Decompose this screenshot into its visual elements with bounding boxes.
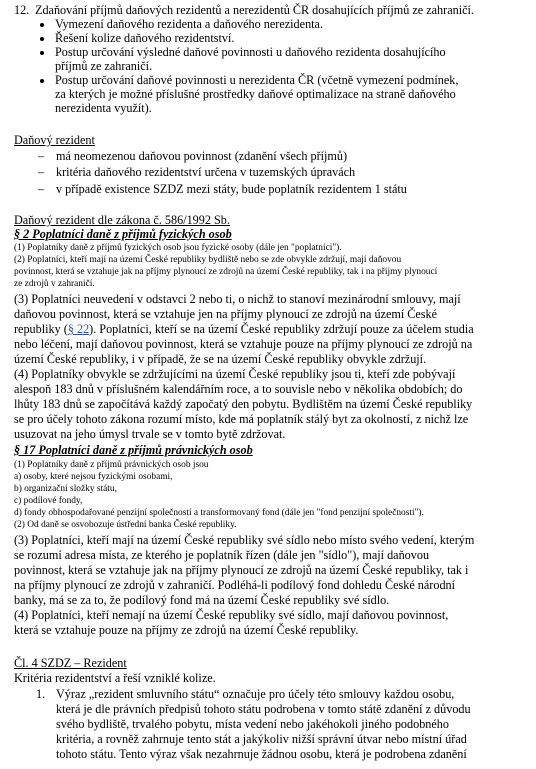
bullet-dot: [40, 51, 44, 55]
list-item: má neomezenou daňovou povinnost (zdanění všech příjmů): [56, 149, 348, 163]
small-text-line: ze zdrojů v zahraničí.: [14, 279, 95, 289]
text-line: daňovou povinnost, která se vztahuje jen na příjmy plynoucí ze zdrojů na území České: [14, 307, 438, 321]
dash-marker: –: [38, 149, 45, 163]
text-line: svého bydliště, trvalého pobytu, místa vedení nebo jakéhokoli jiného podobného: [56, 717, 449, 731]
text-line: nebo léčení, mají daňovou povinnost, která se vztahuje pouze na příjmy plynoucí ze zdrojů na: [14, 337, 473, 351]
bullet-dot: [40, 23, 44, 27]
bullet-dot: [40, 37, 44, 41]
bullet-text: Postup určování výsledné daňové povinnosti u daňového rezidenta dosahujícího: [55, 45, 446, 59]
text-line: se pro účely tohoto zákona rozumí místo, kde má poplatník stálý byt za okolností, z nichž lze: [14, 412, 469, 426]
text-line: (4) Poplatníci, kteří nemají na území České republiky své sídlo, mají daňovou povinnost,: [14, 608, 449, 622]
item-title: Zdaňování příjmů daňových rezidentů a nerezidentů ČR dosahujících příjmů ze zahraničí.: [35, 3, 474, 17]
text-line: (3) Poplatníci, kteří mají na území České republiky své sídlo nebo místo svého vedení, kterým: [14, 533, 475, 547]
text-line: na příjmy plynoucí ze zdrojů v zahraničí. Podléhá-li podílový fond dohledu České národní: [14, 578, 456, 592]
section-heading: Daňový rezident dle zákona č. 586/1992 Sb.: [14, 213, 230, 227]
text-fragment: ). Poplatníci, kteří se na území České republiky zdržují pouze za účelem studia: [89, 322, 474, 336]
bullet-text: Řešení kolize daňového rezidentství.: [55, 31, 235, 45]
text-line: banky, má se za to, že podílový fond má na území České republiky své sídlo.: [14, 593, 390, 607]
text-line: se rozumí adresa místa, ze kterého je poplatník řízen (dále jen "sídlo"), mají daňovou: [14, 548, 430, 562]
text-line: (3) Poplatníci neuvedení v odstavci 2 nebo ti, o nichž to stanoví mezinárodní smlouvy, mají: [14, 292, 461, 306]
text-line: [14, 322, 474, 336]
text-line: povinnost, která se vztahuje jak na příjmy plynoucí ze zdrojů na území České republiky, tak i: [14, 563, 469, 577]
text-line: tohoto státu. Tento výraz však nezahrnuje žádnou osobu, která je podrobena zdanění: [56, 747, 467, 761]
bullet-text: Vymezení daňového rezidenta a daňového nerezidenta.: [55, 17, 323, 31]
small-text-line: d) fondy obhospodařované penzijní společností a transformovaný fond (dále jen "fond penzijní společnosti").: [14, 508, 424, 518]
text-fragment: republiky (: [14, 322, 68, 336]
text-line: (4) Poplatníky obvykle se zdržujícími na území České republiky jsou ti, kteří zde pobývají: [14, 367, 456, 381]
small-text-line: (1) Poplatníky daně z příjmů právnických osob jsou: [14, 460, 209, 470]
small-text-line: povinnost, která se vztahuje jak na příjmy plynoucí ze zdrojů na území České republiky, tak i na příjmy plynoucí: [14, 267, 438, 277]
text-line: lhůty 183 dnů se započítává každý započatý den pobytu. Bydlištěm na území České republiky: [14, 397, 473, 411]
small-text-line: b) organizační složky státu,: [14, 484, 117, 494]
text-line: Výraz „rezident smluvního státu“ označuje pro účely této smlouvy každou osobu,: [56, 687, 455, 701]
small-text-line: (2) Poplatníci, kteří mají na území České republiky bydliště nebo se zde obvykle zdržují, mají daňovou: [14, 255, 402, 265]
list-item: v případě existence SZDZ mezi státy, bude poplatník rezidentem 1 státu: [56, 182, 407, 196]
text-line: alespoň 183 dnů v příslušném kalendářním roce, a to souvisle nebo v několika obdobích; do: [14, 382, 463, 396]
small-text-line: (2) Od daně se osvobozuje ústřední banka České republiky.: [14, 520, 237, 530]
text-line: kritéria, a rovněž zahrnuje tento stát a jakýkoliv nižší správní útvar nebo místní úřad: [56, 732, 467, 746]
item-number: 12.: [14, 3, 30, 17]
paragraph-title: § 2 Poplatníci daně z příjmů fyzických osob: [14, 227, 232, 241]
law-link[interactable]: § 22: [67, 322, 90, 336]
bullet-dot: [40, 79, 44, 83]
section-heading: Daňový rezident: [14, 133, 95, 147]
small-text-line: c) podílové fondy,: [14, 496, 83, 506]
text-line: Kritéria rezidentství a řeší vzniklé kolize.: [14, 671, 216, 685]
bullet-text: příjmů ze zahraničí.: [55, 59, 153, 73]
text-line: usuzovat na jeho úmysl trvale se v tomto bytě zdržovat.: [14, 427, 286, 441]
item-number: 1.: [36, 687, 46, 701]
text-line: území České republiky, i v případě, že se na území České republiky obvykle zdržují.: [14, 352, 427, 366]
list-item: kritéria daňového rezidentství určena v tuzemských úpravách: [56, 165, 356, 179]
dash-marker: –: [38, 165, 45, 179]
dash-marker: –: [38, 182, 45, 196]
text-line: která se vztahuje pouze na příjmy ze zdrojů na území České republiky.: [14, 623, 359, 637]
text-line: která je dle právních předpisů tohoto státu podrobena v tomto státě zdanění z důvodu: [56, 702, 471, 716]
paragraph-title: § 17 Poplatníci daně z příjmů právnických osob: [14, 443, 253, 457]
small-text-line: (1) Poplatníky daně z příjmů fyzických osob jsou fyzické osoby (dále jen "poplatníci").: [14, 243, 342, 253]
bullet-text: Postup určování daňové povinnosti u nerezidenta ČR (včetně vymezení podmínek,: [55, 73, 459, 87]
section-heading: Čl. 4 SZDZ – Rezident: [14, 656, 127, 670]
small-text-line: a) osoby, které nejsou fyzickými osobami,: [14, 472, 173, 482]
bullet-text: nerezidenta využít).: [55, 101, 152, 115]
bullet-text: za kterých je možné příslušné prostředky daňové optimalizace na straně daňového: [55, 87, 456, 101]
